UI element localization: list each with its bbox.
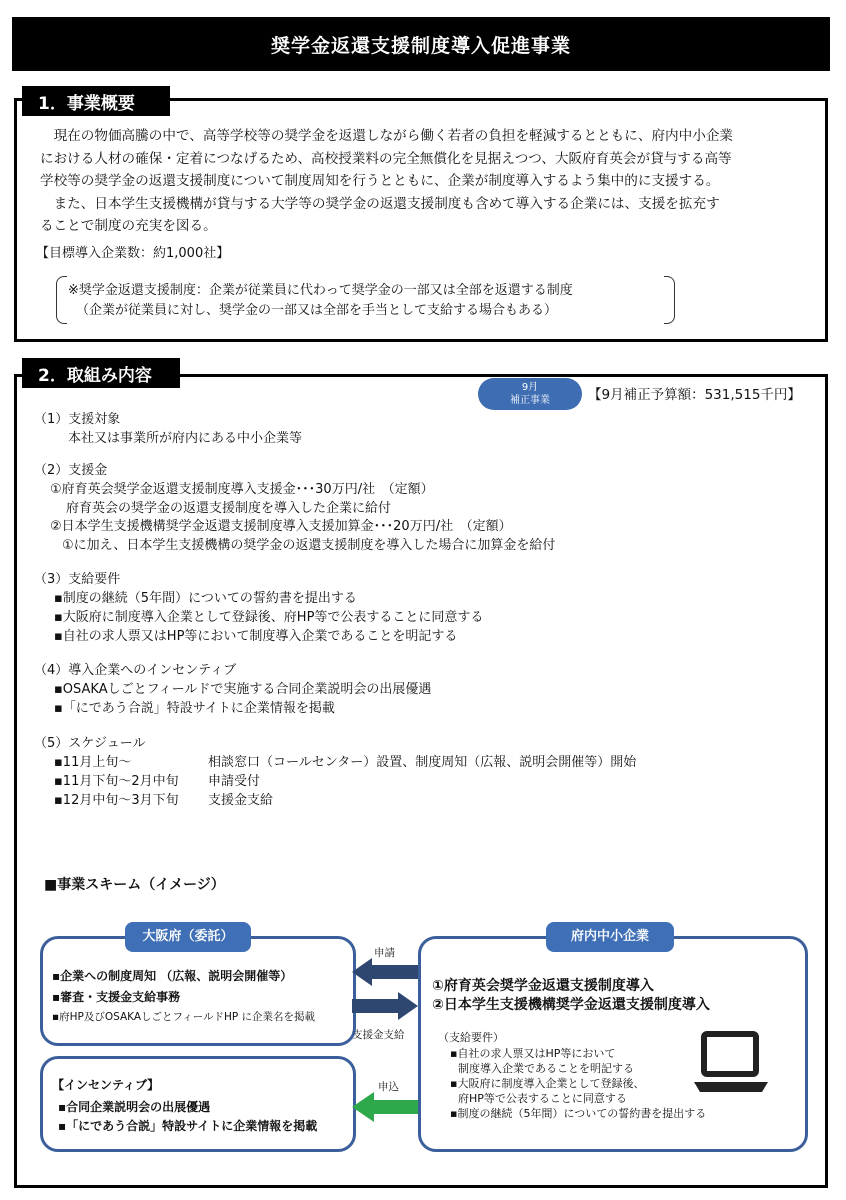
pref-line: ▪府HP及びOSAKAしごとフィールドHP に企業名を掲載 (52, 1011, 316, 1023)
section1-heading: 1．事業概要 (22, 86, 170, 116)
req-line: ▪大阪府に制度導入企業として登録後、 (450, 1077, 645, 1090)
item-label: （2）支援金 (34, 463, 108, 478)
section2-heading: 2．取組み内容 (22, 358, 180, 388)
page-title: 奨学金返還支援制度導入促進事業 (12, 17, 830, 71)
item-line: ▪制度の継続（5年間）についての誓約書を提出する (54, 591, 357, 606)
schedule-period: ▪11月下旬～2月中旬 (54, 774, 179, 789)
note-bracket-left (56, 276, 67, 324)
item-line: 本社又は事業所が府内にある中小企業等 (68, 431, 303, 446)
schedule-task: 申請受付 (208, 774, 261, 789)
pref-line: ▪審査・支援金支給事務 (52, 990, 181, 1004)
target-count: 【目標導入企業数：約1,000社】 (36, 246, 230, 261)
req-line: ▪自社の求人票又はHP等において (450, 1047, 616, 1060)
item-label: （1）支援対象 (34, 412, 121, 427)
arrow-right-pay (352, 992, 418, 1020)
arrow-left-entry (352, 1092, 418, 1122)
scheme-title: ■事業スキーム（イメージ） (44, 877, 225, 893)
laptop-icon (690, 1030, 772, 1096)
item-label: （4）導入企業へのインセンティブ (34, 663, 237, 678)
arrow-apply-label: 申請 (374, 947, 395, 959)
pref-line: ▪企業への制度周知 （広報、説明会開催等） (52, 969, 293, 983)
para-line: また、日本学生支援機構が貸与する大学等の奨学金の返還支援制度も含めて導入する企業には、支援を拡充す (40, 195, 720, 212)
item-line: 府育英会の奨学金の返還支援制度を導入した企業に給付 (66, 501, 392, 516)
sme-main: ②日本学生支援機構奨学金返還支援制度導入 (432, 997, 710, 1013)
note-line: （企業が従業員に対し、奨学金の一部又は全部を手当として支給する場合もある） (76, 303, 558, 318)
budget-amount: 【9月補正予算額：531,515千円】 (588, 387, 801, 403)
item-line: ②日本学生支援機構奨学金返還支援制度導入支援加算金･･･20万円/社 （定額） (50, 519, 512, 534)
item-label: （5）スケジュール (34, 736, 146, 751)
schedule-period: ▪11月上旬～ (54, 755, 132, 770)
badge-line: 補正事業 (510, 395, 550, 406)
para-line: 学校等の奨学金の返還支援制度について制度周知を行うとともに、企業が制度導入するよう集中的に支援する。 (40, 173, 720, 189)
para-line: 現在の物価高騰の中で、高等学校等の奨学金を返還しながら働く若者の負担を軽減するとともに、府内中小企業 (40, 128, 734, 144)
osaka-pref-label: 大阪府（委託） (125, 922, 251, 952)
arrow-entry-label: 申込 (378, 1081, 399, 1093)
incentive-title: 【インセンティブ】 (52, 1078, 160, 1092)
arrow-pay-label: 支援金支給 (352, 1029, 405, 1041)
badge-line: 9月 (521, 382, 539, 393)
incentive-line: ▪「にであう合説」特設サイトに企業情報を掲載 (58, 1119, 318, 1133)
arrow-left-apply (352, 958, 418, 986)
section1-paragraph (40, 125, 830, 238)
req-line: ▪制度の継続（5年間）についての誓約書を提出する (450, 1107, 707, 1120)
item-line: ①に加え、日本学生支援機構の奨学金の返還支援制度を導入した場合に加算金を給付 (62, 538, 556, 553)
req-line: 制度導入企業であることを明記する (458, 1062, 634, 1075)
supplementary-badge (478, 378, 582, 410)
item-line: ①府育英会奨学金返還支援制度導入支援金･･･30万円/社 （定額） (50, 482, 434, 497)
sme-label: 府内中小企業 (546, 922, 674, 952)
item-line: ▪自社の求人票又はHP等において制度導入企業であることを明記する (54, 629, 458, 644)
note-bracket-right (664, 276, 675, 324)
para-line: ることで制度の充実を図る。 (40, 218, 217, 234)
schedule-task: 相談窓口（コールセンター）設置、制度周知（広報、説明会開催等）開始 (208, 755, 637, 770)
incentive-line: ▪合同企業説明会の出展優遇 (58, 1100, 211, 1114)
item-line: ▪OSAKAしごとフィールドで実施する合同企業説明会の出展優遇 (54, 682, 432, 697)
schedule-period: ▪12月中旬～3月下旬 (54, 793, 179, 808)
req-line: 府HP等で公表することに同意する (458, 1092, 627, 1105)
item-label: （3）支給要件 (34, 572, 121, 587)
para-line: における人材の確保・定着につなげるため、高校授業料の完全無償化を見据えつつ、大阪府育英会が貸与する高等 (40, 150, 732, 167)
item-line: ▪「にであう合説」特設サイトに企業情報を掲載 (54, 701, 335, 716)
note-line: ※奨学金返還支援制度：企業が従業員に代わって奨学金の一部又は全部を返還する制度 (68, 283, 573, 298)
sme-main: ①府育英会奨学金返還支援制度導入 (432, 978, 654, 994)
schedule-task: 支援金支給 (208, 793, 274, 808)
req-title: （支給要件） (438, 1031, 504, 1044)
item-line: ▪大阪府に制度導入企業として登録後、府HP等で公表することに同意する (54, 610, 484, 625)
